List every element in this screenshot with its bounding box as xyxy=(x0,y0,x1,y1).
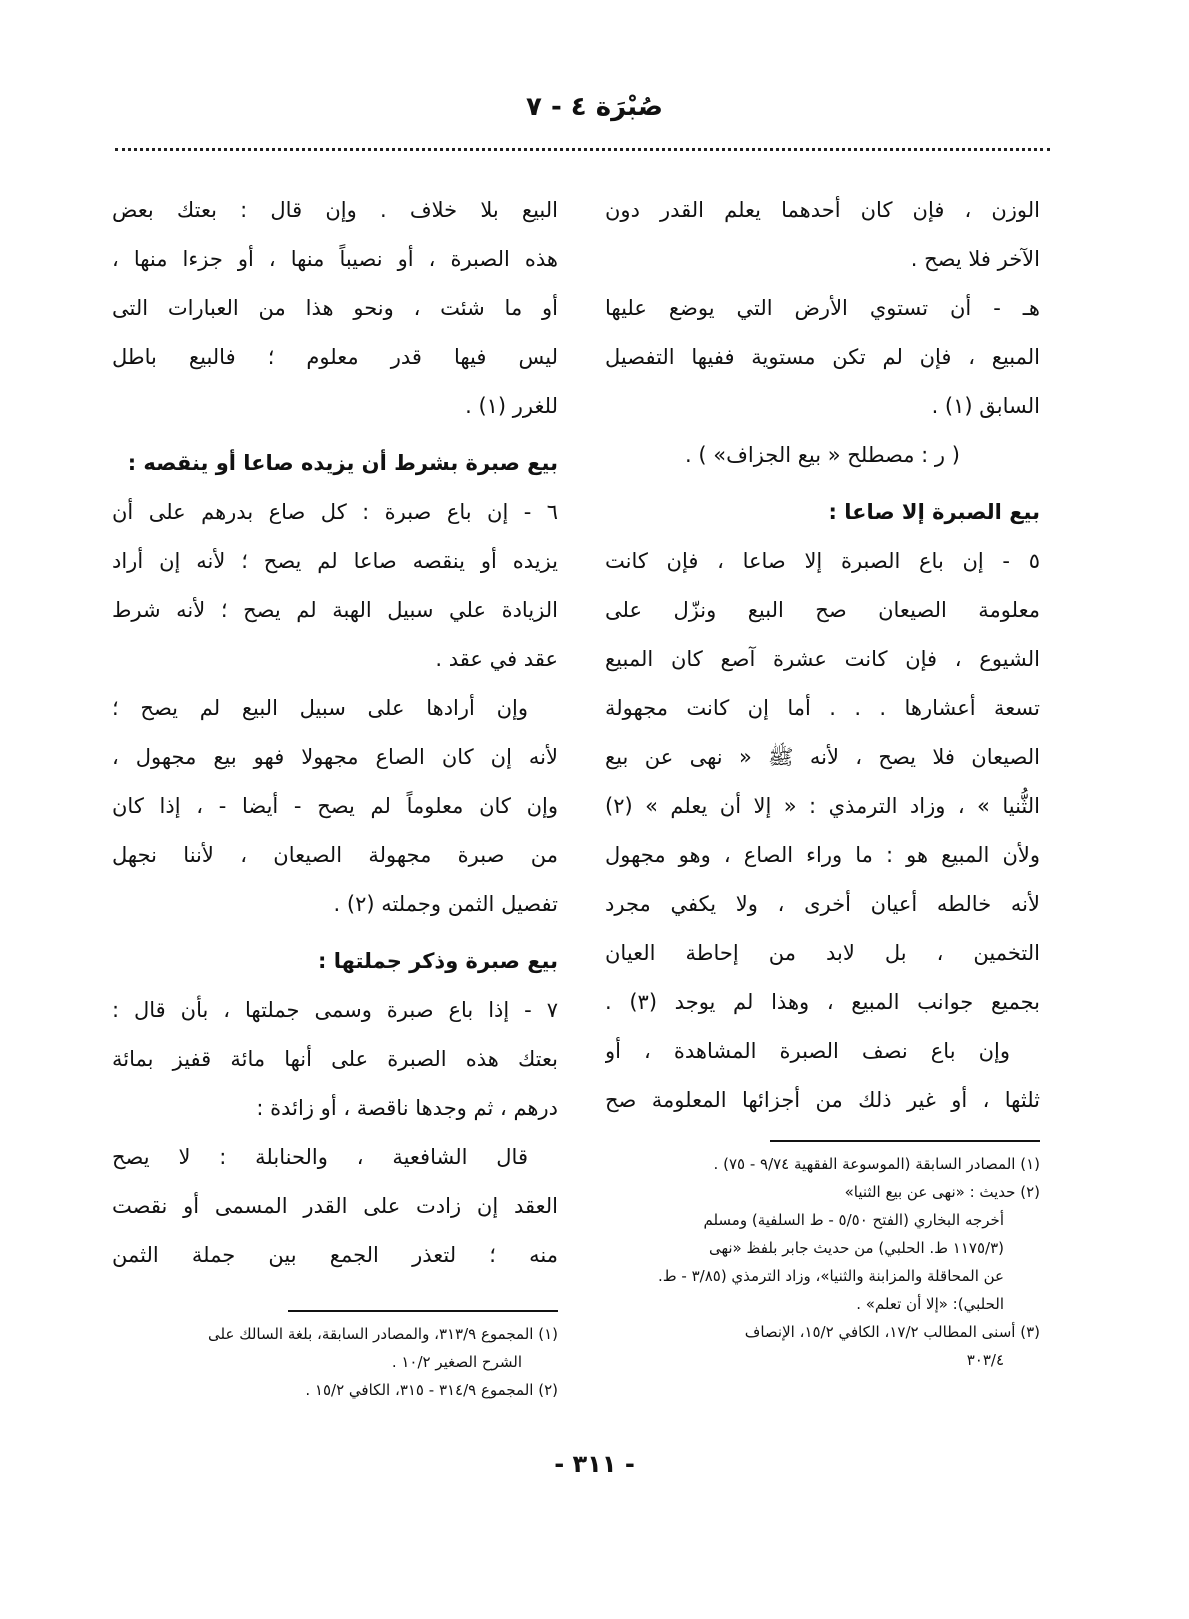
section-heading: بيع الصبرة إلا صاعا : xyxy=(828,500,1040,524)
footnote-line: الحلبي): «إلا أن تعلم» . xyxy=(856,1295,1004,1313)
footnote-line: الشرح الصغير ١٠/٢ . xyxy=(391,1353,522,1371)
text-line: ليس فيها قدر معلوم ؛ فالبيع باطل xyxy=(112,345,558,369)
footnotes-left xyxy=(112,1310,558,1404)
footnote-line: (٣) أسنى المطالب ١٧/٢، الكافي ١٥/٢، الإنصاف xyxy=(744,1323,1040,1341)
text-line: ٧ - إذا باع صبرة وسمى جملتها ، بأن قال : xyxy=(112,998,558,1022)
footnote-line: (١١٧٥/٣ ط. الحلبي) من حديث جابر بلفظ «نهى xyxy=(708,1239,1004,1257)
text-line: بعتك هذه الصبرة على أنها مائة قفيز بمائة xyxy=(112,1047,558,1071)
footnote-line: (١) المجموع ٣١٣/٩، والمصادر السابقة، بلغة السالك على xyxy=(208,1325,558,1343)
text-line: ( ر : مصطلح « بيع الجزاف» ) . xyxy=(685,443,960,467)
text-line: معلومة الصيعان صح البيع ونزّل على xyxy=(605,598,1040,622)
footnote-line: (١) المصادر السابقة (الموسوعة الفقهية ٩/٧٤ - ٧٥) . xyxy=(713,1155,1040,1173)
running-header: صُبْرَة ٤ - ٧ xyxy=(526,92,663,122)
text-line: التخمين ، بل لابد من إحاطة العيان xyxy=(605,941,1040,965)
text-line: ٦ - إن باع صبرة : كل صاع بدرهم على أن xyxy=(112,500,558,524)
page-number: - ٣١١ - xyxy=(554,1450,635,1478)
text-line: منه ؛ لتعذر الجمع بين جملة الثمن xyxy=(112,1243,558,1267)
text-line: الوزن ، فإن كان أحدهما يعلم القدر دون xyxy=(605,198,1040,222)
text-line: تفصيل الثمن وجملته (٢) . xyxy=(333,892,558,916)
text-line: درهم ، ثم وجدها ناقصة ، أو زائدة : xyxy=(256,1096,558,1120)
text-line: العقد إن زادت على القدر المسمى أو نقصت xyxy=(112,1194,558,1218)
text-line: وإن باع نصف الصبرة المشاهدة ، أو xyxy=(605,1039,1010,1063)
footnote-line: ٣٠٣/٤ xyxy=(966,1351,1004,1369)
text-line: وإن كان معلوماً لم يصح - أيضا - ، إذا كان xyxy=(112,794,558,818)
footnote-line: (٢) المجموع ٣١٤/٩ - ٣١٥، الكافي ١٥/٢ . xyxy=(305,1381,558,1399)
section-heading: بيع صبرة وذكر جملتها : xyxy=(318,949,558,973)
footnote-line: عن المحاقلة والمزابنة والثنيا»، وزاد الترمذي (٣/٨٥ - ط. xyxy=(657,1267,1004,1285)
text-line: وإن أرادها على سبيل البيع لم يصح ؛ xyxy=(112,696,528,720)
footnote-line: (٢) حديث : «نهى عن بيع الثنيا» xyxy=(844,1183,1040,1201)
text-line: لأنه إن كان الصاع مجهولا فهو بيع مجهول ، xyxy=(112,745,558,769)
footnote-rule xyxy=(770,1140,1040,1142)
text-line: الشيوع ، فإن كانت عشرة آصع كان المبيع xyxy=(605,647,1040,671)
text-line: من صبرة مجهولة الصيعان ، لأننا نجهل xyxy=(112,843,558,867)
text-line: ثلثها ، أو غير ذلك من أجزائها المعلومة صح xyxy=(605,1088,1040,1112)
text-line: الآخر فلا يصح . xyxy=(910,247,1040,271)
footnote-line: أخرجه البخاري (الفتح ٥/٥٠ - ط السلفية) ومسلم xyxy=(703,1211,1004,1229)
text-line: هـ - أن تستوي الأرض التي يوضع عليها xyxy=(605,296,1040,320)
right-column xyxy=(605,186,1040,1125)
footnotes-right xyxy=(605,1140,1040,1374)
text-line: هذه الصبرة ، أو نصيباً منها ، أو جزءا منها ، xyxy=(112,247,558,271)
text-line: الثُّنيا » ، وزاد الترمذي : « إلا أن يعلم » (٢) xyxy=(605,794,1040,818)
text-line: للغرر (١) . xyxy=(465,394,558,418)
section-heading: بيع صبرة بشرط أن يزيده صاعا أو ينقصه : xyxy=(127,451,558,475)
text-line: عقد في عقد . xyxy=(435,647,558,671)
header-divider xyxy=(115,148,1050,151)
text-line: قال الشافعية ، والحنابلة : لا يصح xyxy=(112,1145,528,1169)
text-line: أو ما شئت ، ونحو هذا من العبارات التى xyxy=(112,296,558,320)
text-line: يزيده أو ينقصه صاعا لم يصح ؛ لأنه إن أراد xyxy=(112,549,558,573)
text-line: بجميع جوانب المبيع ، وهذا لم يوجد (٣) . xyxy=(605,990,1040,1014)
text-line: الصيعان فلا يصح ، لأنه ﷺ « نهى عن بيع xyxy=(605,745,1040,769)
footnote-rule xyxy=(288,1310,558,1312)
text-line: لأنه خالطه أعيان أخرى ، ولا يكفي مجرد xyxy=(605,892,1040,916)
text-line: الزيادة علي سبيل الهبة لم يصح ؛ لأنه شرط xyxy=(112,598,558,622)
text-line: المبيع ، فإن لم تكن مستوية ففيها التفصيل xyxy=(605,345,1040,369)
text-line: ٥ - إن باع الصبرة إلا صاعا ، فإن كانت xyxy=(605,549,1040,573)
text-line: السابق (١) . xyxy=(931,394,1040,418)
text-line: البيع بلا خلاف . وإن قال : بعتك بعض xyxy=(112,198,558,222)
left-column xyxy=(112,186,558,1280)
text-line: تسعة أعشارها . . . أما إن كانت مجهولة xyxy=(605,696,1040,720)
text-line: ولأن المبيع هو : ما وراء الصاع ، وهو مجهول xyxy=(605,843,1040,867)
